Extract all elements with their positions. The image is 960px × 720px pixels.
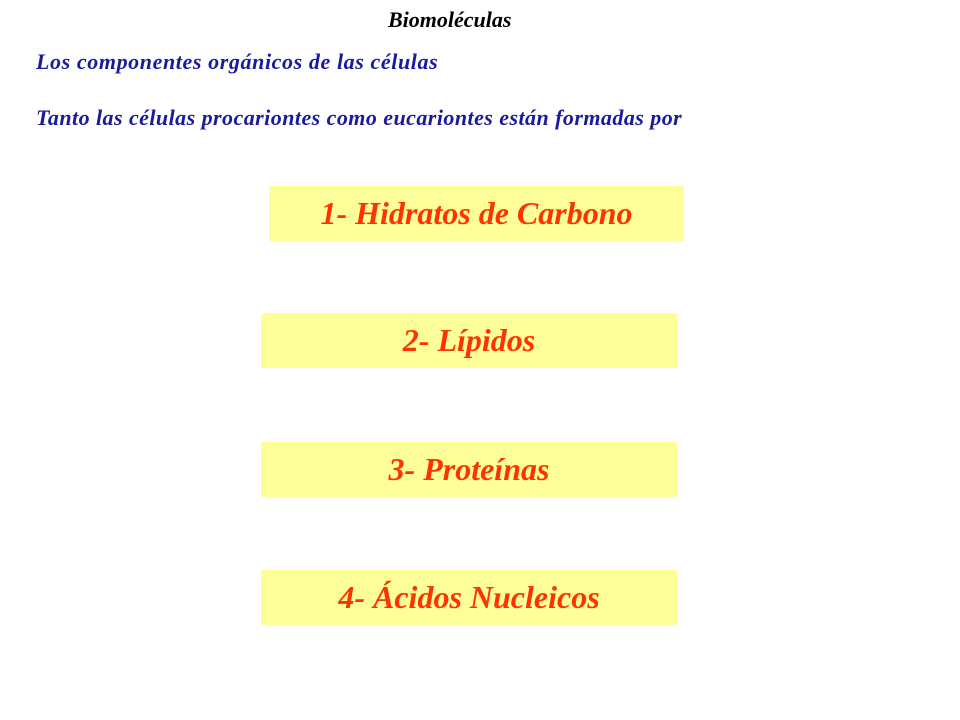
biomolecule-item-carbohydrates: 1- Hidratos de Carbono — [269, 186, 684, 241]
slide-subtitle: Los componentes orgánicos de las células — [36, 49, 439, 74]
biomolecule-item-proteins: 3- Proteínas — [261, 442, 677, 497]
biomolecule-item-lipids: 2- Lípidos — [261, 313, 677, 368]
intro-text: Tanto las células procariontes como eucariontes están formadas por — [36, 105, 683, 130]
biomolecule-item-nucleic-acids: 4- Ácidos Nucleicos — [261, 570, 677, 625]
slide-title: Biomoléculas — [388, 7, 512, 32]
